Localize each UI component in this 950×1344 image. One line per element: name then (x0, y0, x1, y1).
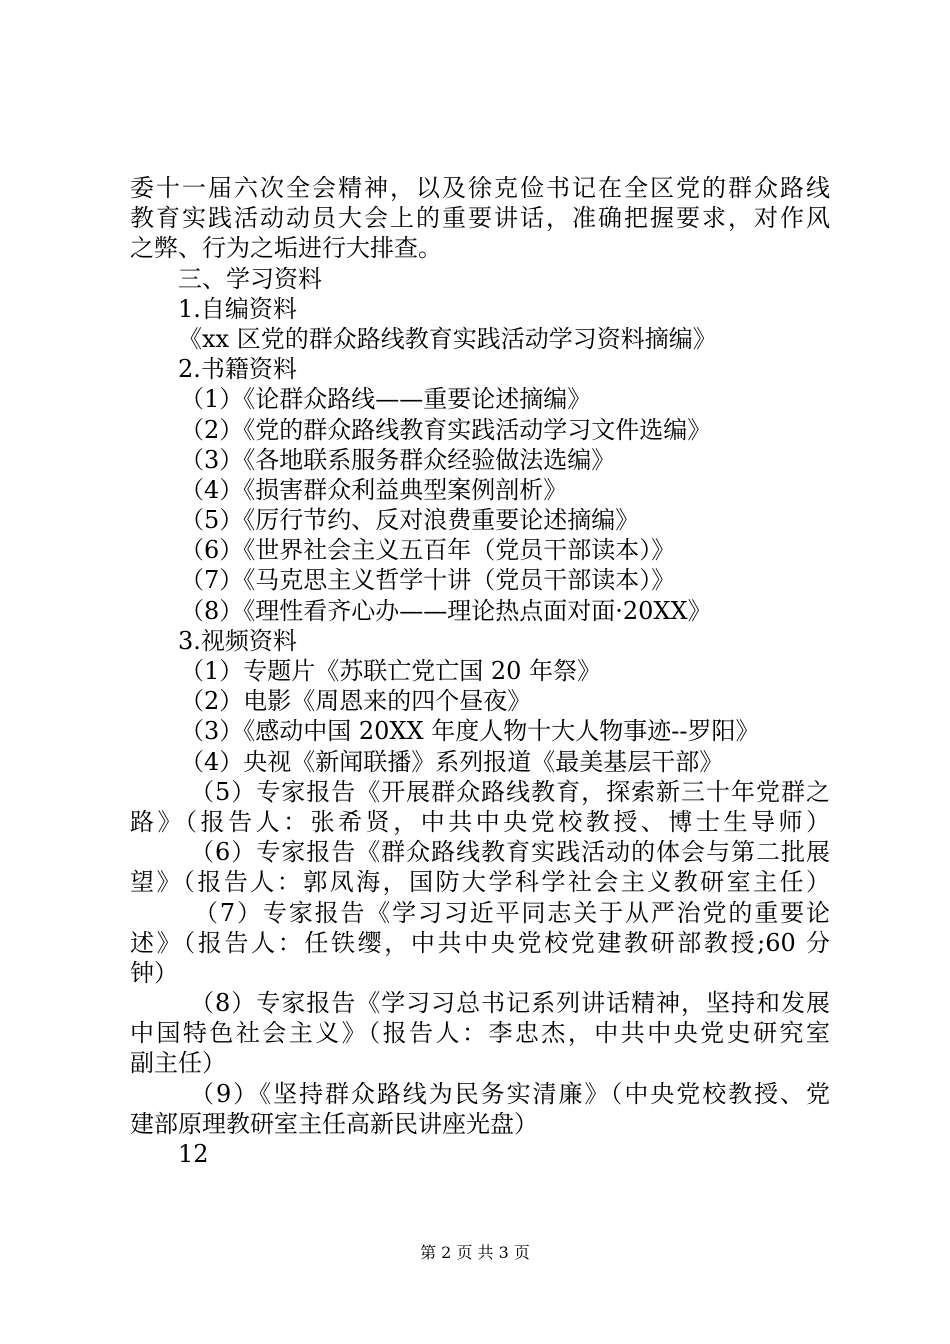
subsection-heading: 2.书籍资料 (178, 355, 297, 384)
list-item-continuation: 中国特色社会主义》（报告人：李忠杰，中共中央党史研究室 (130, 1019, 830, 1048)
list-item-continuation: 述》（报告人：任铁缨，中共中央党校党建教研部教授;60 分 (130, 928, 830, 957)
body-paragraph-line: 教育实践活动动员大会上的重要讲话，准确把握要求，对作风 (130, 204, 830, 233)
list-item: （3）《各地联系服务群众经验做法选编》 (180, 445, 616, 474)
list-item: （4）央视《新闻联播》系列报道《最美基层干部》 (180, 747, 724, 776)
list-item: （7）专家报告《学习习近平同志关于从严治党的重要论 (194, 898, 830, 927)
subsection-heading: 3.视频资料 (178, 626, 297, 655)
list-item: （5）《厉行节约、反对浪费重要论述摘编》 (180, 506, 640, 535)
list-item: （8）《理性看齐心办——理论热点面对面·20XX》 (180, 596, 712, 625)
list-item: （4）《损害群众利益典型案例剖析》 (180, 475, 568, 504)
list-item: （3）《感动中国 20XX 年度人物十大人物事迹--罗阳》 (180, 717, 760, 746)
list-item: （5）专家报告《开展群众路线教育，探索新三十年党群之 (190, 777, 830, 806)
page-footer: 第 2 页 共 3 页 (420, 1243, 530, 1262)
list-item-continuation: 钟） (130, 958, 178, 987)
list-item-continuation: 建部原理教研室主任高新民讲座光盘） (130, 1109, 538, 1138)
list-item: （6）《世界社会主义五百年（党员干部读本）》 (180, 536, 676, 565)
list-item: （1）《论群众路线——重要论述摘编》 (180, 385, 592, 414)
subsection-heading: 1.自编资料 (178, 294, 297, 323)
list-item: （9）《坚持群众路线为民务实清廉》（中央党校教授、党 (190, 1079, 830, 1108)
document-body (130, 173, 830, 1169)
list-item: （1）专题片《苏联亡党亡国 20 年祭》 (180, 657, 602, 685)
list-item: （2）电影《周恩来的四个昼夜》 (180, 687, 532, 716)
list-item: （6）专家报告《群众路线教育实践活动的体会与第二批展 (190, 838, 830, 867)
list-item-continuation: 副主任） (130, 1049, 226, 1078)
list-item: （7）《马克思主义哲学十讲（党员干部读本）》 (180, 566, 676, 595)
list-item: 《xx 区党的群众路线教育实践活动学习资料摘编》 (178, 324, 717, 353)
list-item-continuation: 路》（报告人：张希贤，中共中央党校教授、博士生导师） (130, 807, 830, 836)
list-item: （2）《党的群众路线教育实践活动学习文件选编》 (180, 415, 712, 444)
body-paragraph-line: 委十一届六次全会精神，以及徐克俭书记在全区党的群众路线 (130, 174, 830, 202)
page-number-text: 12 (178, 1140, 209, 1168)
list-item-continuation: 望》（报告人：郭凤海，国防大学科学社会主义教研室主任） (130, 868, 830, 897)
list-item: （8）专家报告《学习习总书记系列讲话精神，坚持和发展 (190, 989, 830, 1018)
section-heading: 三、学习资料 (178, 264, 322, 293)
body-paragraph-line: 之弊、行为之垢进行大排查。 (130, 234, 442, 263)
